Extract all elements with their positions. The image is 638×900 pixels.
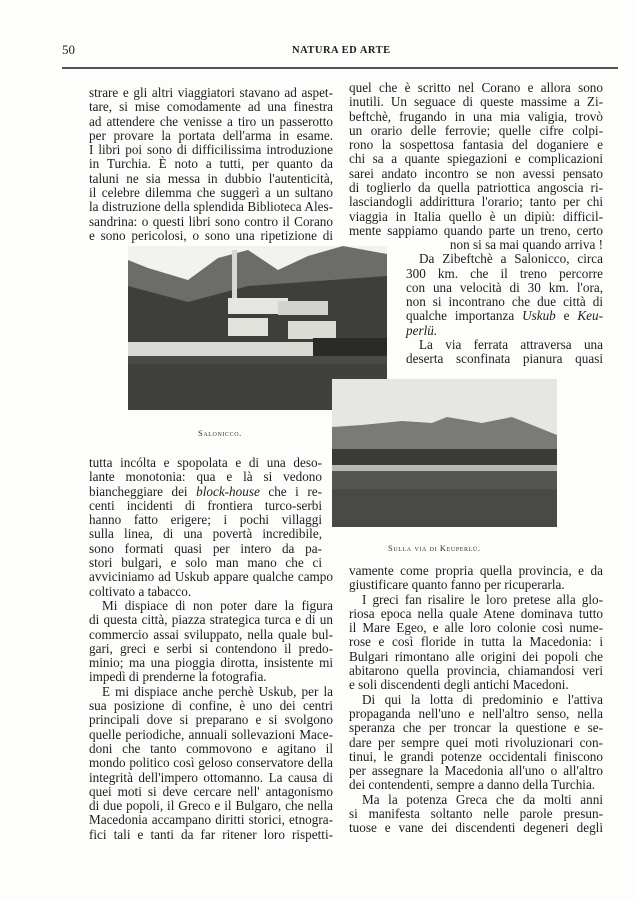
text-line: biancheggiare dei block-house che i re- <box>89 483 322 499</box>
text-line: giustificare quanto fanno per ricuperarla. <box>349 577 565 593</box>
page-number: 50 <box>62 42 75 57</box>
running-title: NATURA ED ARTE <box>292 45 391 56</box>
text-line: quel che è scritto nel Corano e allora sono <box>349 80 603 95</box>
text-line: quei moti si deve cercare nell' antagonismo <box>89 783 333 799</box>
text-line: La via ferrata attraversa una <box>419 337 603 353</box>
text-line: mente sappiamo quando parte un treno, certo <box>349 222 603 238</box>
text-line: non si sa mai quando arriva ! <box>449 237 603 252</box>
text-line: un orario delle ferrovie; quelle cifre colpi- <box>349 122 603 138</box>
text-line: principali dove si preparano e si svolgono <box>89 712 333 728</box>
text-line: sulla linea, di una povertà incredibile, <box>89 526 322 542</box>
text-line: abitarono quella provincia, chiamandosi veri <box>349 663 603 679</box>
text-line: lante monotonia: qua e là si vedono <box>89 469 322 485</box>
text-line: e sono pericolosi, o sono una ripetizione di <box>89 227 333 243</box>
text-line: I greci fan risalire le loro pretese alla glo- <box>362 591 603 607</box>
text-line: stori bulgari, e solo man mano che ci <box>89 555 322 571</box>
text-line: commercio assai sviluppato, nella quale bul- <box>89 626 333 642</box>
text-line: speranza che per troncar la questione e se- <box>349 720 603 736</box>
text-line: vamente come propria quella provincia, e da <box>349 563 603 578</box>
text-line: tare, si mise comodamente ad una finestra <box>89 99 333 115</box>
text-line: Bulgari rimontano alle origini dei popoli che <box>349 648 603 664</box>
text-line: Ma la potenza Greca che da molti anni <box>362 791 603 807</box>
text-line: I libri poi sono di difficilissima introduzione <box>89 142 333 158</box>
text-line: dei contendenti, sempre a danno della Turchia. <box>349 777 596 793</box>
text-line: minio; ma una pioggia dirotta, insistente mi <box>89 655 333 671</box>
text-line: sandrina: o questi libri sono contro il Corano <box>89 213 333 229</box>
text-line: doni che tanto commovono e agitano il <box>89 740 333 756</box>
text-line: propaganda nell'uno e nell'altro senso, nella <box>349 705 603 721</box>
right-column-top <box>349 81 603 238</box>
text-line: rono la sospettosa fantasia del doganiere e <box>349 137 603 153</box>
text-line: tuose e vane dei discendenti degeneri degli <box>349 820 603 836</box>
right-column-mid <box>406 238 603 367</box>
text-line: deserta sconfinata pianura quasi <box>406 351 603 367</box>
text-line: strare e gli altri viaggiatori stavano ad aspet- <box>89 85 333 100</box>
text-line: 300 km. che il treno percorre <box>406 265 603 281</box>
text-line: di toglierlo da quella patriottica angoscia ri- <box>349 180 603 196</box>
text-line: sua posizione di confine, è uno dei centri <box>89 698 333 714</box>
text-line: sono formati quasi per intero da pa- <box>89 540 322 556</box>
text-line: avviciniamo ad Uskub appare qualche campo <box>89 569 333 585</box>
text-line: per provare la portata dell'arma in esame. <box>89 127 333 143</box>
text-line: lasciandogli addirittura l'orario; tanto per chi <box>349 194 603 210</box>
text-line: perlü. <box>406 322 438 338</box>
text-line: hanno fatto erigere; i pochi villaggi <box>89 512 322 528</box>
left-column-bottom-narrow <box>89 456 333 842</box>
text-line: E mi dispiace anche perchè Uskub, per la <box>102 683 333 699</box>
text-line: quelle periodiche, annuali sollevazioni Mace- <box>89 726 333 742</box>
text-line: rose e così floride in tutta la Macedonia: i <box>349 634 603 650</box>
text-line: di questa città, piazza strategica turca e di un <box>89 612 333 628</box>
photo-keuperlu <box>332 379 557 527</box>
text-line: inutili. Un seguace di queste massime a Zi- <box>349 94 603 110</box>
text-line: coltivato a tabacco. <box>89 583 192 599</box>
text-line: ad attendere che venisse a tiro un passerotto <box>89 113 333 129</box>
text-line: viaggia in Italia quello è un dipiù: difficil- <box>349 208 603 224</box>
text-line: chi sa a quante spiegazioni e complicazioni <box>349 151 603 167</box>
text-line: dare per sempre quei moti rivoluzionari con- <box>349 734 603 750</box>
text-line: taluni ne sia messa in dubbio l'autenticità, <box>89 170 333 186</box>
text-line: Di qui la lotta di predominio e l'attiva <box>362 691 603 707</box>
text-line: il celebre dilemma che suggerì a un sultano <box>89 185 333 201</box>
text-line: la distruzione della splendida Biblioteca Ales- <box>89 199 333 215</box>
text-line: tinui, le grandi potenze occidentali finiscono <box>349 748 603 764</box>
right-column-bottom <box>349 564 603 836</box>
caption-salonicco: Salonicco. <box>198 428 242 438</box>
text-line: sarei andato incontro se non avessi pensato <box>349 165 603 181</box>
text-line: con una velocità di 30 km. l'ora, <box>406 279 603 295</box>
text-line: fici tali e tanti da far ritener loro rispetti- <box>89 826 333 842</box>
text-line: Macedonia accampano diritti storici, etnogra- <box>89 812 333 828</box>
text-line: non si incontrano che due città di <box>406 294 603 310</box>
text-line: mondo politico così geloso conservatore della <box>89 755 333 771</box>
text-line: riosa epoca nella quale Atene dominava tutto <box>349 605 603 621</box>
keuperlu-image <box>332 379 557 527</box>
text-line: di due popoli, il Greco e il Bulgaro, che nella <box>89 798 333 814</box>
text-line: il Mare Egeo, e alle loro colonie così nume- <box>349 620 603 636</box>
text-line: per assegnare la Macedonia all'uno o all'altro <box>349 763 603 779</box>
text-line: si manifesta soltanto nelle parole presun- <box>349 806 603 822</box>
text-line: centi incidenti di frontiera turco-serbi <box>89 497 322 513</box>
header-rule <box>62 67 618 69</box>
text-line: e soli discendenti degli antichi Macedoni. <box>349 677 569 693</box>
text-line: impedì di prenderne la fotografia. <box>89 669 267 685</box>
left-column-top <box>89 86 333 243</box>
text-line: tutta incólta e spopolata e di una deso- <box>89 455 322 470</box>
text-line: gari, greci e serbi si contendono il predo- <box>89 640 333 656</box>
text-line: Da Zibeftchè a Salonicco, circa <box>419 251 603 267</box>
caption-keuperlu: Sulla via di Keuperlü. <box>388 543 481 553</box>
text-line: beftchè, frugando in una mia valigia, trovò <box>349 108 603 124</box>
text-line: in Turchia. È noto a tutti, per quanto da <box>89 156 333 172</box>
text-line: integrità dell'impero ottomanno. La causa di <box>89 769 333 785</box>
text-line: Mi dispiace di non poter dare la figura <box>102 597 333 613</box>
text-line: qualche importanza Uskub e Keu- <box>406 308 603 324</box>
